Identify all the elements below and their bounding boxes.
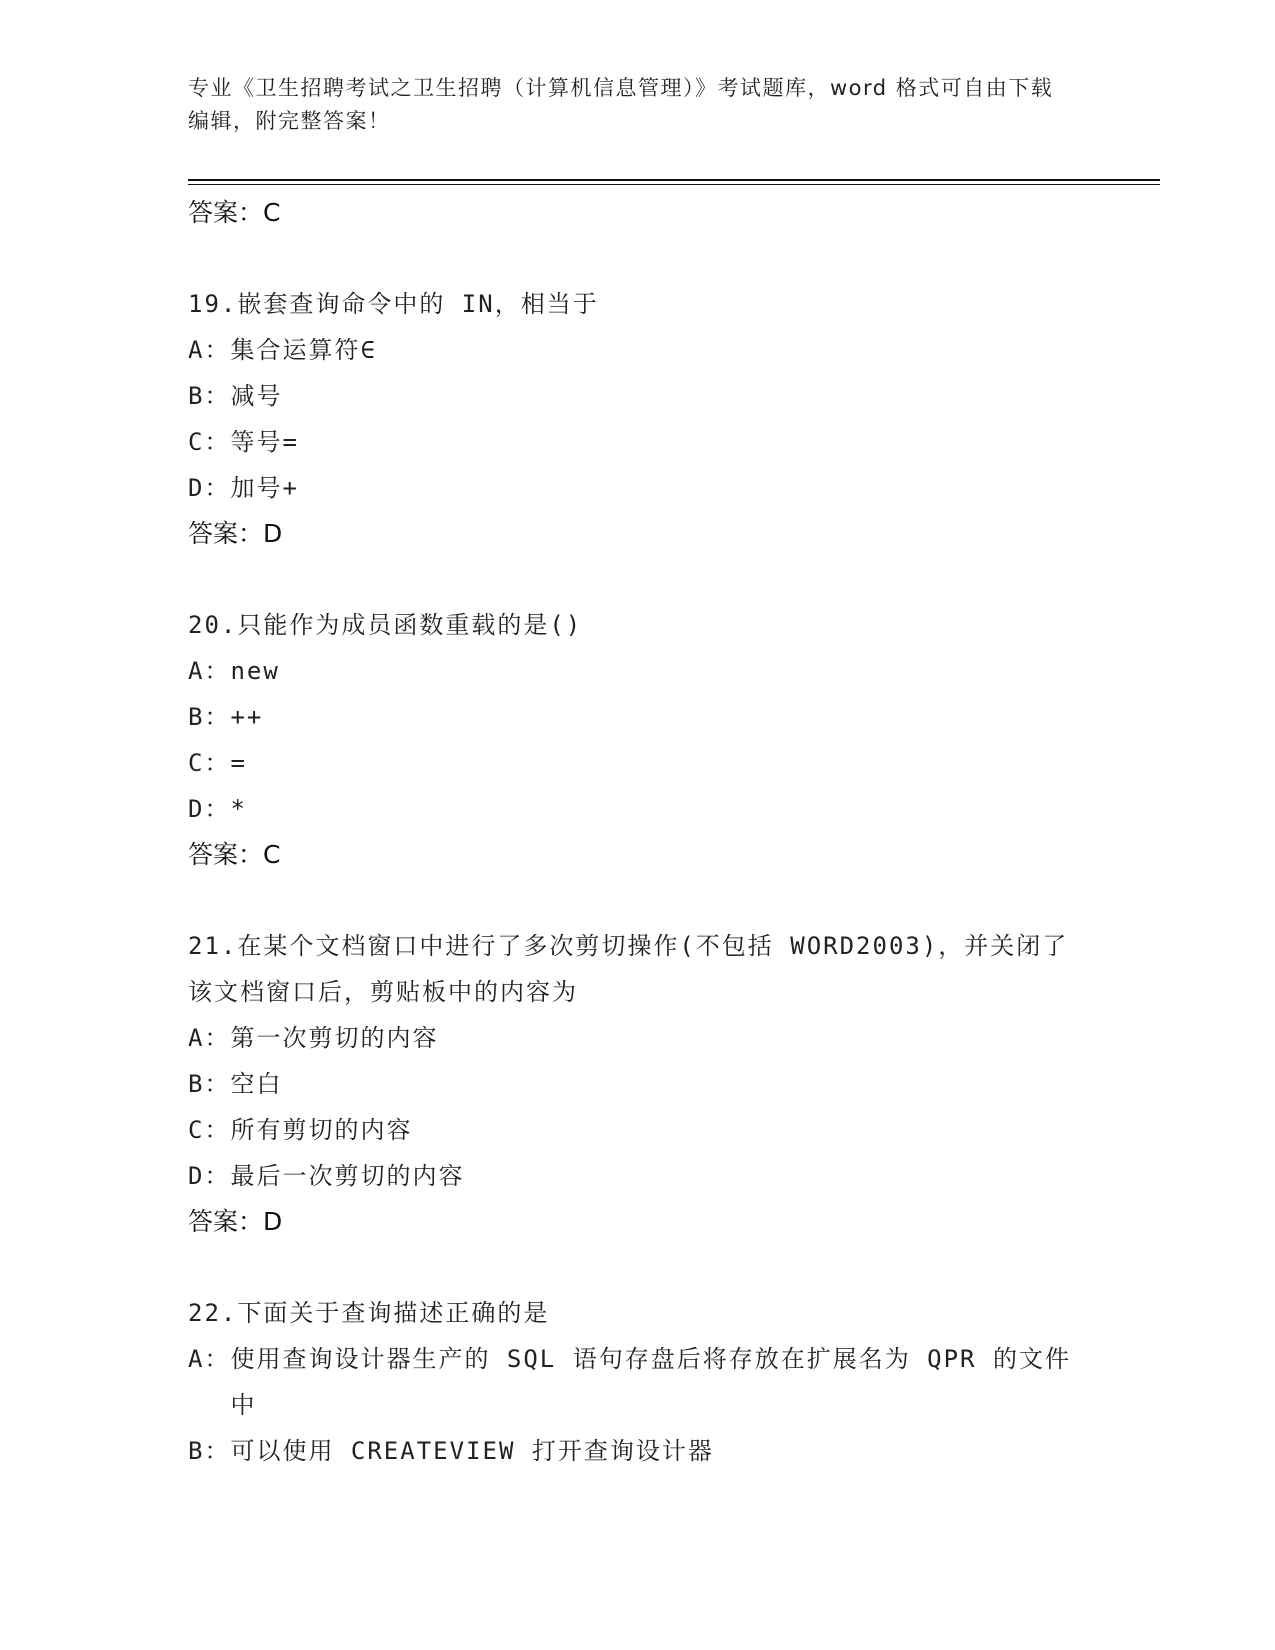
option-label: A： (188, 657, 231, 685)
option-label: D： (188, 795, 231, 823)
option-label: A： (188, 1345, 231, 1373)
answer-line: 答案：D (188, 519, 283, 548)
option-text: 所有剪切的内容 (230, 1116, 413, 1144)
option-text: 可以使用 CREATEVIEW 打开查询设计器 (230, 1437, 714, 1465)
option-text: new (230, 657, 280, 685)
option-b (188, 373, 1088, 419)
document-header: 专业《卫生招聘考试之卫生招聘（计算机信息管理）》考试题库，word 格式可自由下载编辑，附完整答案！ (188, 76, 1054, 133)
option-b (188, 694, 1088, 740)
option-a (188, 648, 1088, 694)
option-label: B： (188, 382, 231, 410)
question-stem: 21.在某个文档窗口中进行了多次剪切操作(不包括 WORD2003)，并关闭了该文档窗口后，剪贴板中的内容为 (188, 932, 1069, 1006)
option-text: ++ (230, 703, 264, 731)
option-label: B： (188, 1070, 231, 1098)
option-label: C： (188, 428, 231, 456)
header-divider-thick (188, 179, 1160, 181)
option-label: A： (188, 336, 231, 364)
option-text: 减号 (230, 382, 283, 410)
option-label: B： (188, 703, 231, 731)
option-text: = (230, 749, 247, 777)
answer-line: 答案：D (188, 1207, 283, 1236)
header-divider-thin (188, 184, 1160, 185)
option-text: 第一次剪切的内容 (230, 1024, 439, 1052)
answer-line: 答案：C (188, 840, 281, 869)
option-b (188, 1428, 1088, 1474)
option-text: 使用查询设计器生产的 SQL 语句存盘后将存放在扩展名为 QPR 的文件中 (230, 1345, 1071, 1419)
question-stem: 19.嵌套查询命令中的 IN，相当于 (188, 290, 599, 318)
option-text: * (230, 795, 247, 823)
option-a (188, 327, 1088, 373)
option-label: D： (188, 474, 231, 502)
option-label: C： (188, 749, 231, 777)
option-c (188, 740, 1088, 786)
question-list (188, 190, 1088, 1474)
answer-line: 答案：C (188, 198, 281, 227)
option-text: 最后一次剪切的内容 (230, 1162, 465, 1190)
option-text: 等号= (230, 428, 299, 456)
option-c (188, 419, 1088, 465)
option-label: B： (188, 1437, 231, 1465)
question-19 (188, 281, 1088, 557)
question-stem: 20.只能作为成员函数重载的是() (188, 611, 583, 639)
option-label: A： (188, 1024, 231, 1052)
option-b (188, 1061, 1088, 1107)
option-d (188, 1153, 1088, 1199)
option-d (188, 465, 1088, 511)
option-label: D： (188, 1162, 231, 1190)
option-text: 集合运算符∈ (230, 336, 377, 364)
option-a (188, 1015, 1088, 1061)
option-text: 空白 (230, 1070, 283, 1098)
option-c (188, 1107, 1088, 1153)
question-stem: 22.下面关于查询描述正确的是 (188, 1299, 550, 1327)
option-d (188, 786, 1088, 832)
option-label: C： (188, 1116, 231, 1144)
option-text: 加号+ (230, 474, 299, 502)
option-a (188, 1336, 1088, 1428)
question-21 (188, 923, 1088, 1245)
question-20 (188, 602, 1088, 878)
question-22 (188, 1290, 1088, 1474)
